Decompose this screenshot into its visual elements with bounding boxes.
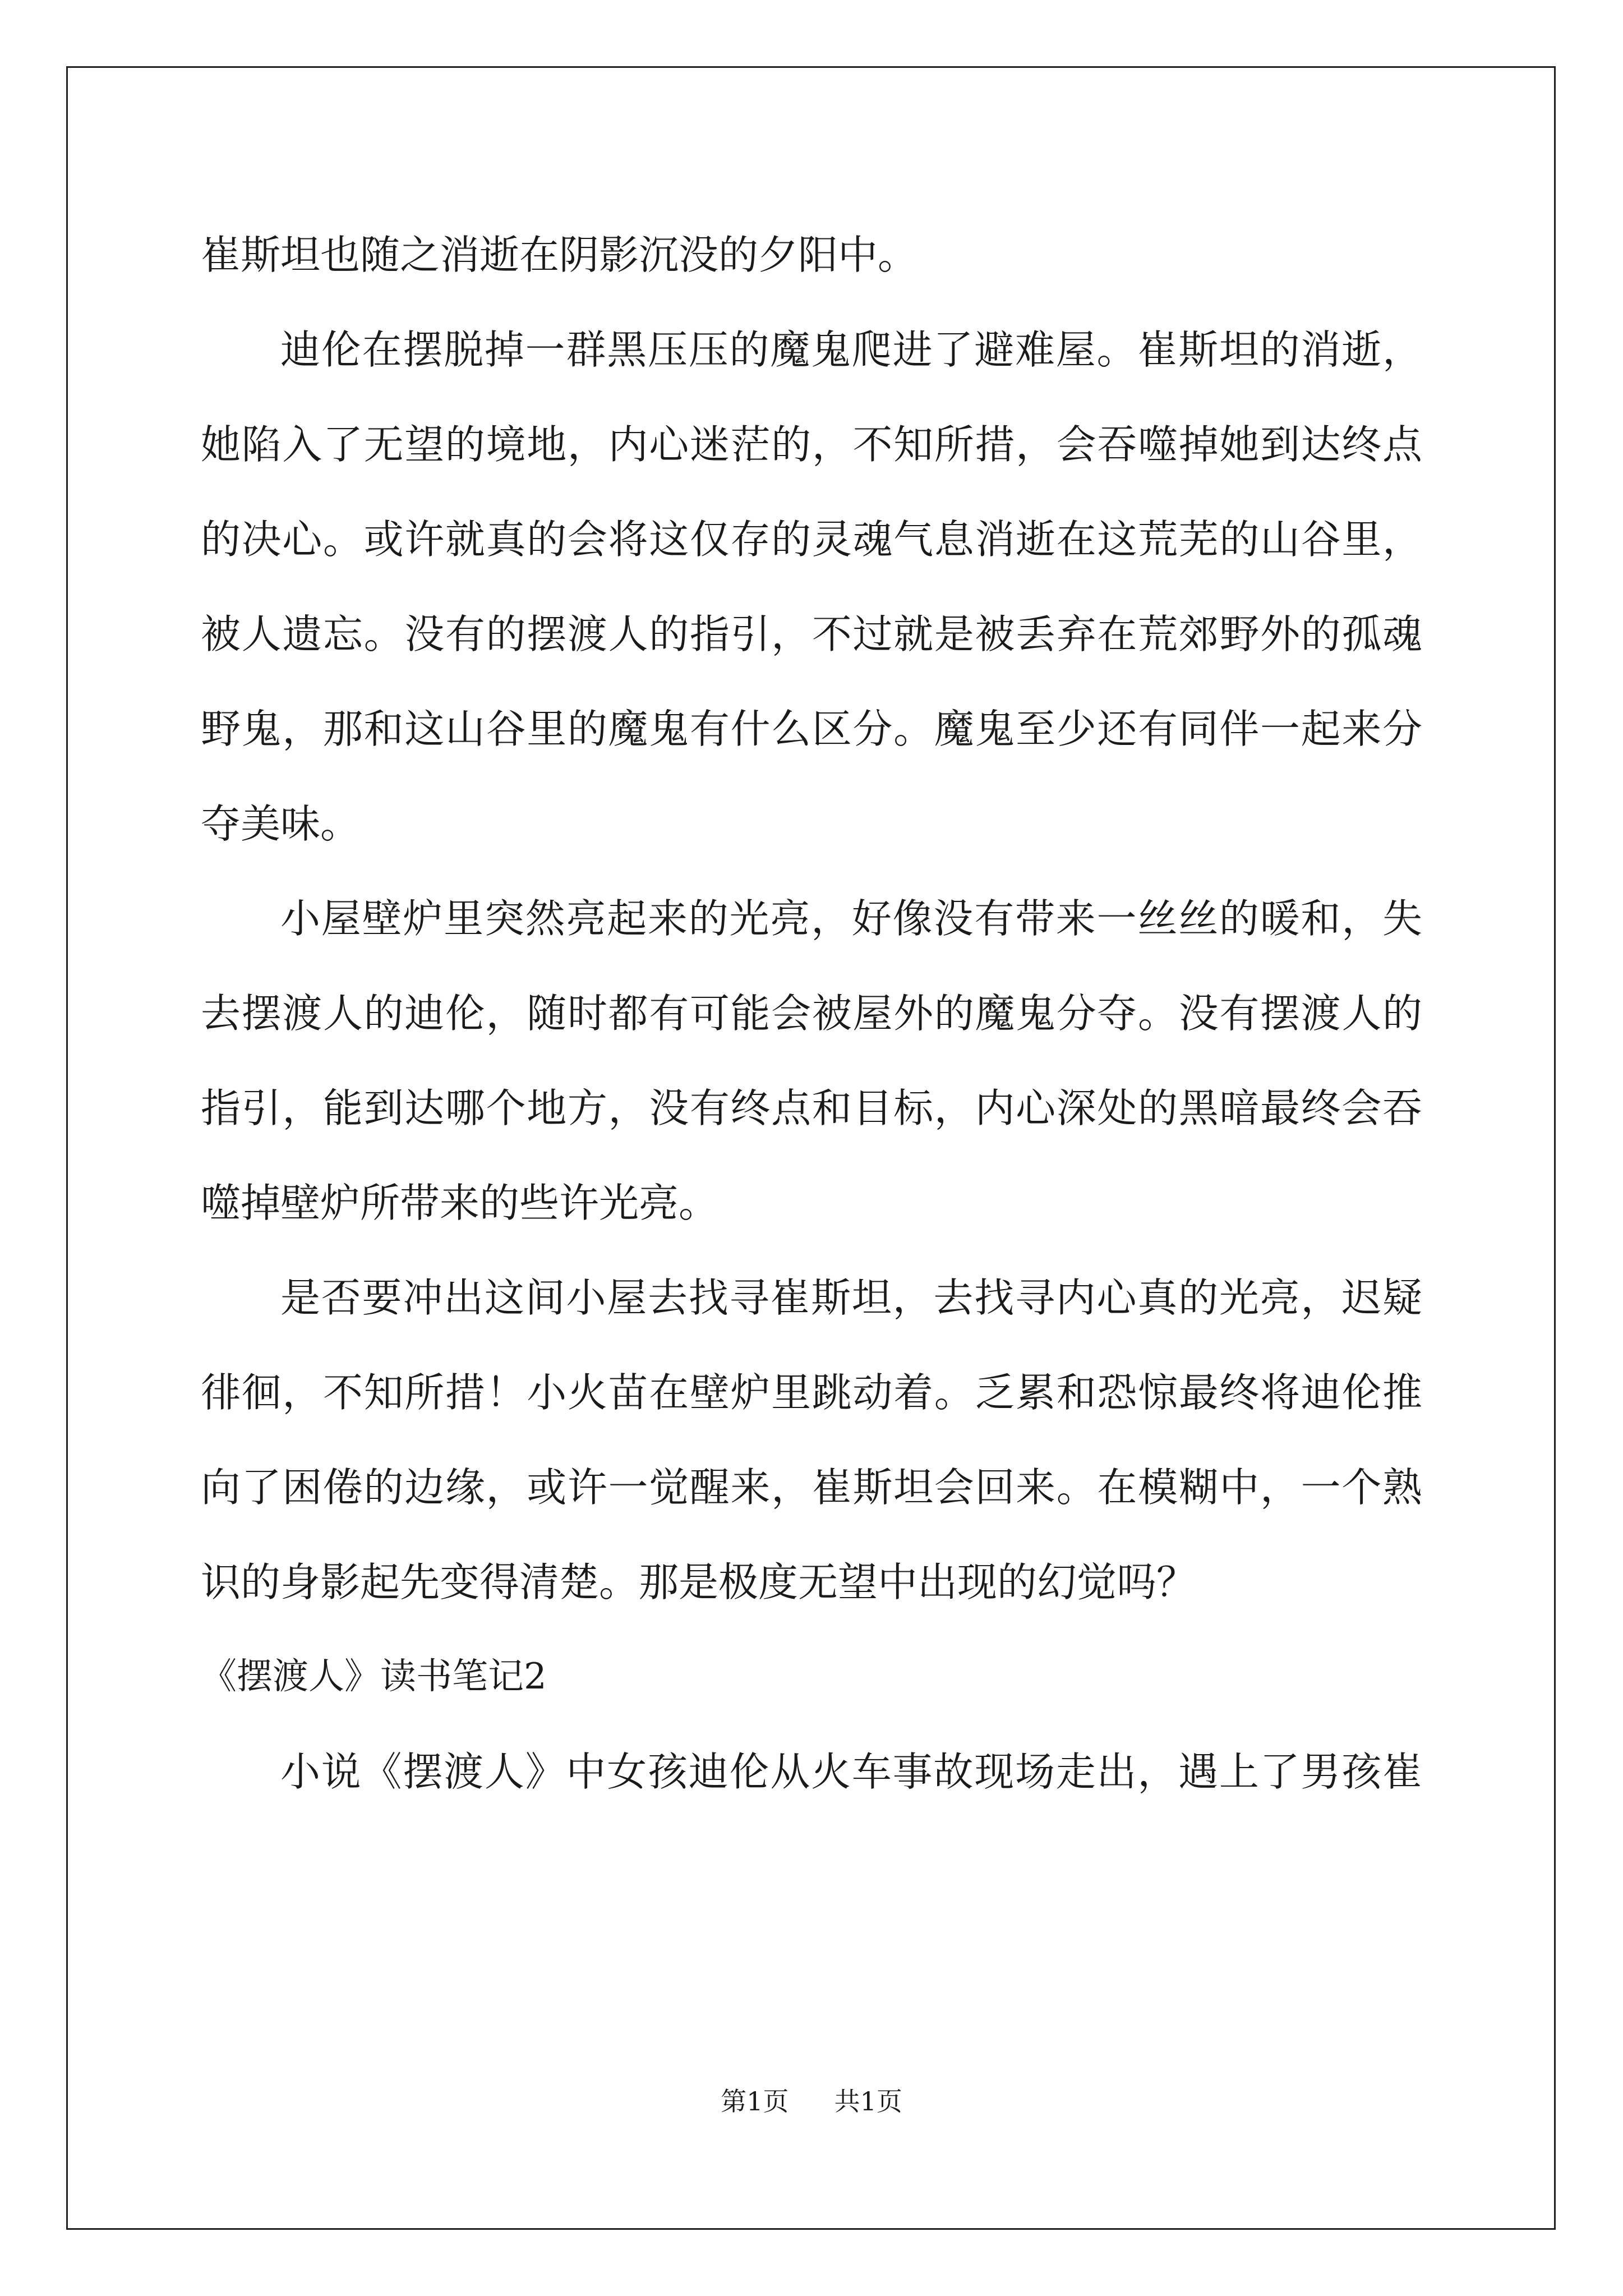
section-heading: 《摆渡人》读书笔记2 <box>201 1656 547 1697</box>
paragraph-line: 迪伦在摆脱掉一群黑压压的魔鬼爬进了避难屋。崔斯坦的消逝， <box>280 326 1422 373</box>
paragraph-line: 去摆渡人的迪伦，随时都有可能会被屋外的魔鬼分夺。没有摆渡人的 <box>201 990 1422 1037</box>
page-number: 第1页 <box>721 2086 789 2116</box>
paragraph-line: 是否要冲出这间小屋去找寻崔斯坦，去找寻内心真的光亮，迟疑 <box>280 1274 1422 1321</box>
paragraph-line: 徘徊，不知所措！小火苗在壁炉里跳动着。乏累和恐惊最终将迪伦推 <box>201 1369 1422 1416</box>
paragraph-line: 识的身影起先变得清楚。那是极度无望中出现的幻觉吗？ <box>201 1559 1197 1605</box>
paragraph-line: 被人遗忘。没有的摆渡人的指引，不过就是被丢弃在荒郊野外的孤魂 <box>201 611 1422 657</box>
paragraph-line: 小说《摆渡人》中女孩迪伦从火车事故现场走出，遇上了男孩崔 <box>280 1749 1422 1795</box>
paragraph-line: 指引，能到达哪个地方，没有终点和目标，内心深处的黑暗最终会吞 <box>201 1085 1422 1131</box>
paragraph-line: 噬掉壁炉所带来的些许光亮。 <box>201 1180 719 1226</box>
paragraph-line: 的决心。或许就真的会将这仅存的灵魂气息消逝在这荒芜的山谷里， <box>201 516 1422 563</box>
paragraph-line: 她陷入了无望的境地，内心迷茫的，不知所措，会吞噬掉她到达终点 <box>201 421 1422 468</box>
paragraph-line: 野鬼，那和这山谷里的魔鬼有什么区分。魔鬼至少还有同伴一起来分 <box>201 706 1422 752</box>
paragraph-line: 崔斯坦也随之消逝在阴影沉没的夕阳中。 <box>201 232 918 278</box>
paragraph-line: 夺美味。 <box>201 800 361 847</box>
page-footer <box>0 2085 1623 2118</box>
page-total: 共1页 <box>834 2086 902 2116</box>
paragraph-line: 小屋壁炉里突然亮起来的光亮，好像没有带来一丝丝的暖和，失 <box>280 895 1422 942</box>
document-body <box>201 208 1422 1819</box>
paragraph-line: 向了困倦的边缘，或许一觉醒来，崔斯坦会回来。在模糊中，一个熟 <box>201 1464 1422 1511</box>
